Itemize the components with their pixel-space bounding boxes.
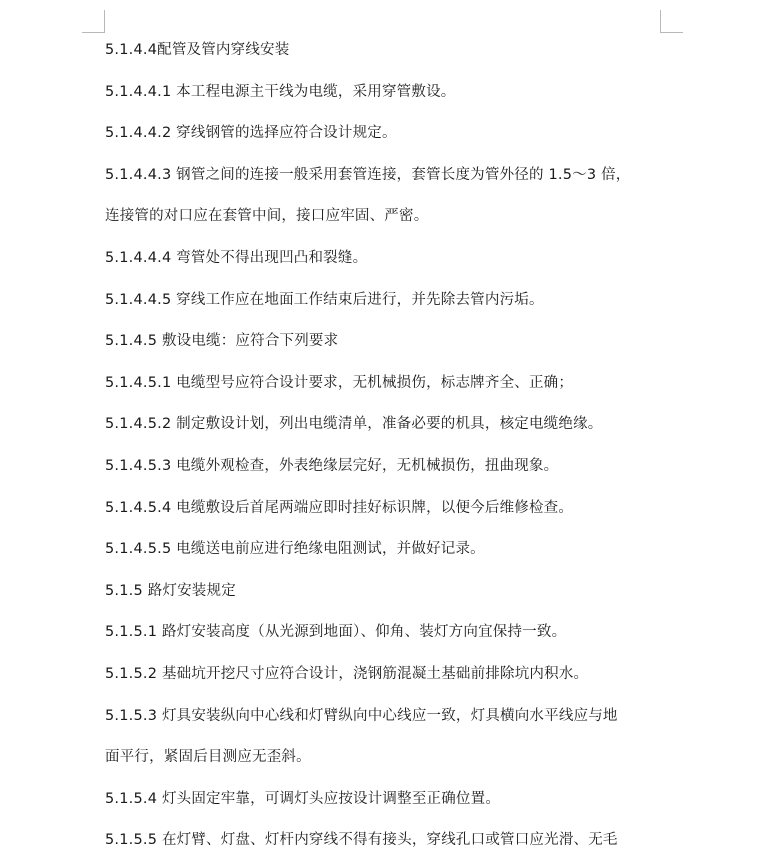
text-line: 5.1.4.4.5 穿线工作应在地面工作结束后进行，并先除去管内污垢。 [105,291,544,308]
text-line: 5.1.4.5.4 电缆敷设后首尾两端应即时挂好标识牌，以便今后维修检查。 [105,499,574,516]
text-line: 5.1.4.4.1 本工程电源主干线为电缆，采用穿管敷设。 [105,83,456,100]
text-line: 5.1.4.4.4 弯管处不得出现凹凸和裂缝。 [105,249,368,266]
text-line: 5.1.4.4.3 钢管之间的连接一般采用套管连接，套管长度为管外径的 1.5～3 倍， [105,166,631,183]
text-line: 连接管的对口应在套管中间，接口应牢固、严密。 [105,208,429,225]
text-line: 5.1.4.5 敷设电缆：应符合下列要求 [105,333,339,350]
text-line: 5.1.5.4 灯头固定牢靠，可调灯头应按设计调整至正确位置。 [105,790,501,807]
text-line: 5.1.5.1 路灯安装高度（从光源到地面）、仰角、装灯方向宜保持一致。 [105,624,567,641]
section-heading: 5.1.5 路灯安装规定 [105,582,236,599]
text-line: 5.1.4.5.2 制定敷设计划，列出电缆清单，准备必要的机具，核定电缆绝缘。 [105,416,603,433]
text-line: 5.1.5.2 基础坑开挖尺寸应符合设计，浇钢筋混凝土基础前排除坑内积水。 [105,665,589,682]
text-line: 5.1.4.5.1 电缆型号应符合设计要求，无机械损伤，标志牌齐全、正确； [105,374,574,391]
text-line: 5.1.5.5 在灯臂、灯盘、灯杆内穿线不得有接头，穿线孔口或管口应光滑、无毛 [105,832,618,849]
text-line: 5.1.4.5.3 电缆外观检查，外表绝缘层完好，无机械损伤，扭曲现象。 [105,457,559,474]
text-line: 5.1.5.3 灯具安装纵向中心线和灯臂纵向中心线应一致，灯具横向水平线应与地 [105,707,618,724]
crop-mark-top-left [82,10,105,33]
document-body [105,30,675,862]
text-line: 5.1.4.4.2 穿线钢管的选择应符合设计规定。 [105,125,397,142]
text-line: 面平行，紧固后目测应无歪斜。 [105,749,311,766]
text-line: 5.1.4.5.5 电缆送电前应进行绝缘电阻测试，并做好记录。 [105,541,485,558]
text-line: 5.1.4.4配管及管内穿线安装 [105,42,290,58]
